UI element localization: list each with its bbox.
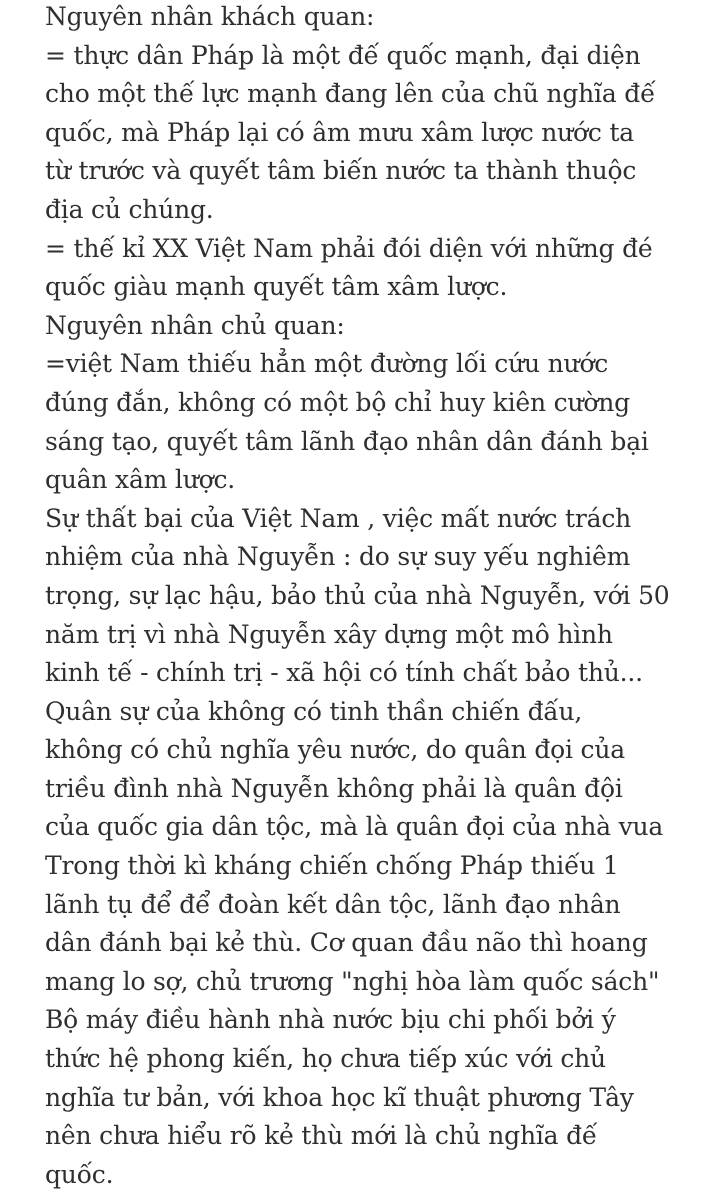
text-line: thức hệ phong kiến, họ chưa tiếp xúc với chủ: [45, 1044, 606, 1074]
text-line: quân xâm lược.: [45, 465, 236, 495]
text-line: triều đình nhà Nguyễn không phải là quân đội: [45, 773, 623, 803]
text-line: = thực dân Pháp là một đế quốc mạnh, đại diện: [45, 40, 641, 70]
text-line: quốc giàu mạnh quyết tâm xâm lược.: [45, 272, 508, 302]
text-line: Bộ máy điều hành nhà nước bịu chi phối bởi ý: [45, 1005, 616, 1035]
text-line: = thế kỉ XX Việt Nam phải đói diện với những đé: [45, 233, 653, 263]
text-line: Trong thời kì kháng chiến chống Pháp thiếu 1: [45, 851, 619, 881]
text-line: của quốc gia dân tộc, mà là quân đọi của nhà vua: [45, 812, 664, 842]
text-line: nên chưa hiểu rõ kẻ thù mới là chủ nghĩa đế: [45, 1121, 598, 1151]
text-line: nghĩa tư bản, với khoa học kĩ thuật phương Tây: [45, 1082, 634, 1112]
text-line: địa củ chúng.: [45, 194, 214, 224]
text-line: từ trước và quyết tâm biến nước ta thành thuộc: [45, 156, 637, 186]
text-line: năm trị vì nhà Nguyễn xây dựng một mô hình: [45, 619, 613, 649]
text-line: Quân sự của không có tinh thần chiến đấu,: [45, 696, 583, 726]
text-line: lãnh tụ để để đoàn kết dân tộc, lãnh đạo nhân: [45, 889, 621, 919]
text-line: quốc.: [45, 1159, 114, 1189]
text-line: không có chủ nghĩa yêu nước, do quân đọi của: [45, 735, 625, 765]
text-line: quốc, mà Pháp lại có âm mưu xâm lược nước ta: [45, 117, 634, 147]
document-body: [45, 0, 705, 1194]
text-line: Sự thất bại của Việt Nam , việc mất nước trách: [45, 503, 632, 533]
text-line: cho một thế lực mạnh đang lên của chũ nghĩa đế: [45, 79, 656, 109]
text-line: mang lo sợ, chủ trương "nghị hòa làm quốc sách": [45, 966, 660, 996]
text-line: đúng đắn, không có một bộ chỉ huy kiên cường: [45, 387, 630, 417]
text-line: nhiệm của nhà Nguyễn : do sự suy yếu nghiêm: [45, 542, 631, 572]
text-line: trọng, sự lạc hậu, bảo thủ của nhà Nguyễn, với 50: [45, 580, 670, 610]
text-line: Nguyên nhân khách quan:: [45, 2, 375, 31]
text-line: dân đánh bại kẻ thù. Cơ quan đầu não thì hoang: [45, 928, 648, 958]
text-line: Nguyên nhân chủ quan:: [45, 310, 345, 340]
text-line: =việt Nam thiếu hẳn một đường lối cứu nước: [45, 349, 609, 379]
text-line: kinh tế - chính trị - xã hội có tính chất bảo thủ...: [45, 658, 643, 688]
text-line: sáng tạo, quyết tâm lãnh đạo nhân dân đánh bại: [45, 426, 649, 456]
